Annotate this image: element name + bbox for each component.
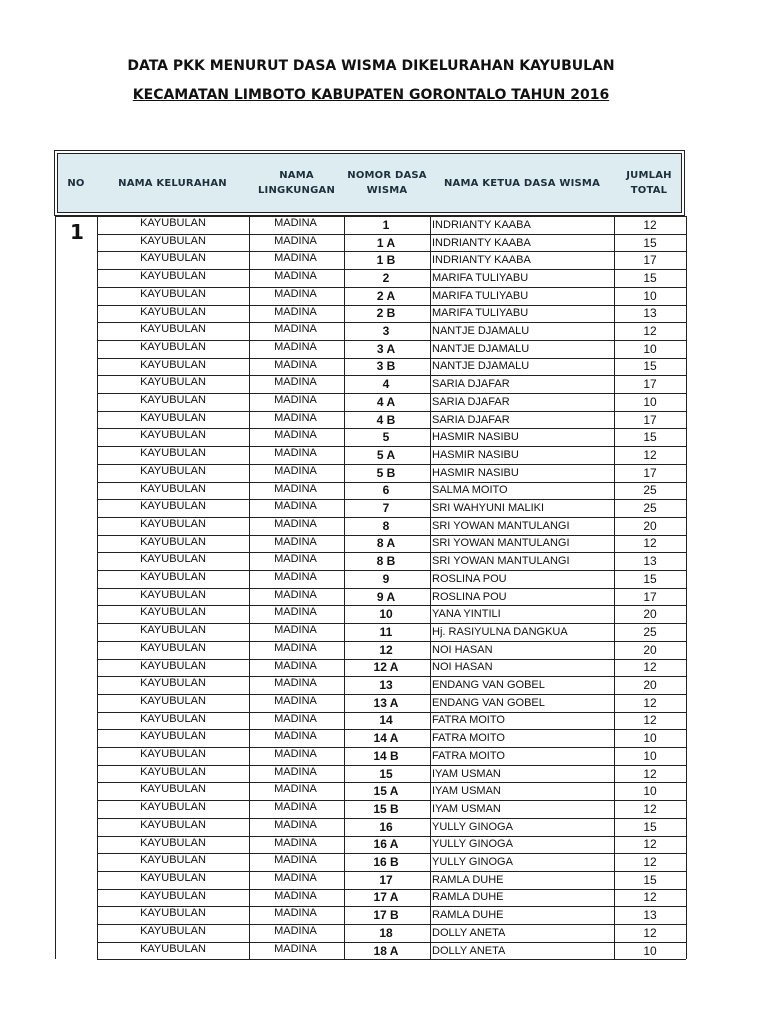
table-row	[98, 411, 686, 429]
table-row	[98, 287, 686, 305]
table-row	[98, 800, 686, 818]
cell-nomor-dasa-wisma: 7	[382, 501, 390, 516]
cell-nama-ketua: MARIFA TULIYABU	[432, 307, 529, 320]
table-row	[98, 889, 686, 907]
cell-nama-ketua: SRI YOWAN MANTULANGI	[432, 537, 570, 550]
cell-nama-kelurahan: KAYUBULAN	[140, 624, 206, 637]
cell-nomor-dasa-wisma: 16 B	[373, 855, 399, 870]
cell-nomor-dasa-wisma: 14 A	[373, 731, 399, 746]
cell-nomor-dasa-wisma: 13	[379, 678, 393, 693]
cell-nama-lingkungan: MADINA	[274, 252, 317, 265]
cell-jumlah-total: 12	[643, 695, 657, 710]
cell-jumlah-total: 17	[643, 412, 657, 427]
cell-nama-lingkungan: MADINA	[274, 818, 317, 831]
cell-nama-lingkungan: MADINA	[274, 553, 317, 566]
cell-nama-kelurahan: KAYUBULAN	[140, 394, 206, 406]
cell-nama-ketua: SARIA DJAFAR	[432, 413, 510, 426]
table-row	[98, 924, 686, 942]
cell-nama-kelurahan: KAYUBULAN	[140, 748, 206, 760]
cell-jumlah-total: 12	[643, 890, 657, 905]
table-row	[98, 694, 686, 712]
cell-nama-ketua: NANTJE DJAMALU	[432, 325, 530, 338]
cell-nomor-dasa-wisma: 13 A	[373, 695, 399, 710]
cell-nama-ketua: MARIFA TULIYABU	[432, 271, 529, 284]
cell-nama-lingkungan: MADINA	[274, 606, 317, 619]
cell-nama-ketua: NOI HASAN	[432, 643, 493, 656]
group-number: 1	[70, 220, 84, 244]
document-subtitle: KECAMATAN LIMBOTO KABUPATEN GORONTALO TAHUN 2016	[132, 87, 610, 103]
cell-jumlah-total: 10	[643, 943, 657, 958]
cell-nama-kelurahan: KAYUBULAN	[140, 429, 206, 442]
table-row	[98, 322, 686, 340]
cell-nama-lingkungan: MADINA	[274, 447, 317, 460]
cell-nama-kelurahan: KAYUBULAN	[140, 889, 206, 902]
cell-nama-lingkungan: MADINA	[274, 748, 317, 760]
cell-jumlah-total: 10	[643, 288, 657, 303]
cell-nama-kelurahan: KAYUBULAN	[140, 447, 206, 460]
cell-nomor-dasa-wisma: 9 A	[376, 589, 396, 604]
cell-jumlah-total: 17	[643, 589, 657, 604]
cell-nama-kelurahan: KAYUBULAN	[140, 925, 206, 937]
cell-nama-kelurahan: KAYUBULAN	[140, 305, 206, 318]
cell-nomor-dasa-wisma: 12 A	[373, 660, 399, 675]
cell-nama-lingkungan: MADINA	[274, 942, 317, 955]
cell-nomor-dasa-wisma: 18 A	[373, 943, 399, 958]
cell-nomor-dasa-wisma: 16	[379, 819, 393, 834]
table-row	[98, 659, 686, 677]
cell-nama-ketua: FATRA MOITO	[432, 732, 505, 745]
table-row	[98, 676, 686, 694]
cell-nama-ketua: FATRA MOITO	[432, 714, 505, 727]
cell-nama-lingkungan: MADINA	[274, 907, 317, 920]
cell-nama-lingkungan: MADINA	[274, 801, 317, 814]
cell-jumlah-total: 12	[643, 324, 657, 339]
cell-nomor-dasa-wisma: 1 B	[376, 253, 396, 268]
cell-nama-kelurahan: KAYUBULAN	[140, 588, 206, 601]
cell-nama-ketua: SRI YOWAN MANTULANGI	[432, 555, 570, 568]
cell-nama-ketua: Hj. RASIYULNA DANGKUA	[432, 625, 568, 638]
cell-nama-lingkungan: MADINA	[274, 376, 317, 389]
cell-jumlah-total: 17	[643, 465, 657, 480]
cell-nama-lingkungan: MADINA	[274, 677, 317, 690]
cell-nama-ketua: IYAM USMAN	[432, 767, 501, 780]
cell-jumlah-total: 15	[643, 430, 657, 445]
cell-nomor-dasa-wisma: 6	[382, 483, 390, 498]
cell-nomor-dasa-wisma: 1	[382, 217, 390, 232]
cell-nama-kelurahan: KAYUBULAN	[140, 712, 206, 725]
cell-nama-ketua: DOLLY ANETA	[432, 926, 506, 939]
cell-nomor-dasa-wisma: 8 A	[376, 536, 396, 551]
cell-nama-ketua: SRI YOWAN MANTULANGI	[432, 519, 570, 532]
cell-jumlah-total: 17	[643, 377, 657, 392]
cell-jumlah-total: 20	[643, 607, 657, 622]
cell-nama-lingkungan: MADINA	[274, 588, 317, 601]
cell-jumlah-total: 15	[643, 270, 657, 285]
cell-nama-kelurahan: KAYUBULAN	[140, 818, 206, 831]
cell-nama-ketua: SARIA DJAFAR	[432, 395, 510, 408]
cell-nama-kelurahan: KAYUBULAN	[140, 606, 206, 619]
cell-nama-kelurahan: KAYUBULAN	[140, 694, 206, 707]
cell-jumlah-total: 12	[643, 660, 657, 675]
cell-nama-kelurahan: KAYUBULAN	[140, 252, 206, 265]
cell-nama-lingkungan: MADINA	[274, 429, 317, 442]
cell-jumlah-total: 12	[643, 447, 657, 462]
cell-jumlah-total: 15	[643, 359, 657, 374]
cell-nama-lingkungan: MADINA	[274, 641, 317, 654]
table-row	[98, 552, 686, 570]
cell-nomor-dasa-wisma: 15 A	[373, 784, 399, 799]
cell-nama-kelurahan: KAYUBULAN	[140, 270, 206, 283]
table-row	[98, 818, 686, 836]
cell-nama-ketua: YANA YINTILI	[432, 608, 501, 621]
cell-jumlah-total: 25	[643, 483, 657, 498]
cell-jumlah-total: 17	[643, 253, 657, 268]
cell-nama-ketua: SRI WAHYUNI MALIKI	[432, 502, 545, 515]
table-row	[98, 464, 686, 482]
cell-nomor-dasa-wisma: 12	[379, 642, 393, 657]
table-row	[98, 269, 686, 287]
table-row	[98, 836, 686, 854]
cell-nomor-dasa-wisma: 3 B	[376, 359, 396, 374]
cell-nama-lingkungan: MADINA	[274, 287, 317, 300]
cell-jumlah-total: 13	[643, 908, 657, 923]
header-nama-ketua: NAMA KETUA DASA WISMA	[443, 177, 601, 189]
header-no: NO	[67, 177, 85, 189]
header-nama-kelurahan: NAMA KELURAHAN	[118, 177, 227, 189]
cell-nama-kelurahan: KAYUBULAN	[140, 730, 206, 743]
cell-nama-kelurahan: KAYUBULAN	[140, 535, 206, 548]
cell-nama-lingkungan: MADINA	[274, 394, 317, 406]
cell-jumlah-total: 25	[643, 624, 657, 639]
cell-nama-kelurahan: KAYUBULAN	[140, 854, 206, 867]
cell-nama-kelurahan: KAYUBULAN	[140, 677, 206, 690]
cell-jumlah-total: 20	[643, 678, 657, 693]
table-row	[98, 305, 686, 323]
cell-nomor-dasa-wisma: 8 B	[376, 554, 396, 569]
table-row	[98, 871, 686, 889]
cell-nama-lingkungan: MADINA	[274, 765, 317, 778]
cell-nama-lingkungan: MADINA	[274, 358, 317, 371]
header-nomor-dasa-wisma: NOMOR DASA WISMA	[347, 170, 427, 196]
cell-nomor-dasa-wisma: 14	[379, 713, 393, 728]
cell-nama-lingkungan: MADINA	[274, 464, 317, 477]
cell-nama-ketua: HASMIR NASIBU	[432, 431, 519, 444]
cell-nama-kelurahan: KAYUBULAN	[140, 801, 206, 814]
cell-nama-ketua: ROSLINA POU	[432, 572, 507, 585]
cell-nama-ketua: RAMLA DUHE	[432, 891, 504, 904]
cell-nomor-dasa-wisma: 1 A	[376, 235, 396, 250]
cell-nama-ketua: IYAM USMAN	[432, 785, 501, 798]
cell-nama-ketua: RAMLA DUHE	[432, 873, 504, 886]
column-divider	[686, 216, 687, 959]
table-row	[98, 216, 686, 234]
cell-nomor-dasa-wisma: 16 A	[373, 837, 399, 852]
cell-jumlah-total: 12	[643, 801, 657, 816]
cell-nomor-dasa-wisma: 10	[379, 607, 393, 622]
cell-nama-lingkungan: MADINA	[274, 854, 317, 867]
cell-nomor-dasa-wisma: 15	[379, 766, 393, 781]
cell-nama-kelurahan: KAYUBULAN	[140, 500, 206, 513]
cell-nama-kelurahan: KAYUBULAN	[140, 234, 206, 247]
table-row	[98, 517, 686, 535]
table-row	[98, 588, 686, 606]
document-title: DATA PKK MENURUT DASA WISMA DIKELURAHAN KAYUBULAN	[127, 58, 615, 74]
cell-nomor-dasa-wisma: 2 A	[376, 288, 396, 303]
cell-jumlah-total: 15	[643, 872, 657, 887]
table-row	[98, 729, 686, 747]
cell-nomor-dasa-wisma: 4 B	[376, 412, 396, 427]
cell-jumlah-total: 10	[643, 784, 657, 799]
table-row	[98, 765, 686, 783]
cell-nama-ketua: YULLY GINOGA	[432, 820, 513, 833]
cell-nama-kelurahan: KAYUBULAN	[140, 659, 206, 672]
table-row	[98, 906, 686, 924]
cell-nama-ketua: NANTJE DJAMALU	[432, 360, 530, 373]
cell-nama-ketua: DOLLY ANETA	[432, 944, 506, 957]
cell-nama-lingkungan: MADINA	[274, 535, 317, 548]
table-row	[98, 446, 686, 464]
table-row	[98, 234, 686, 252]
table-row	[98, 782, 686, 800]
cell-nama-ketua: IYAM USMAN	[432, 802, 501, 815]
cell-nama-ketua: FATRA MOITO	[432, 749, 505, 762]
cell-jumlah-total: 12	[643, 536, 657, 551]
cell-nama-ketua: HASMIR NASIBU	[432, 448, 519, 461]
cell-jumlah-total: 15	[643, 571, 657, 586]
cell-jumlah-total: 10	[643, 731, 657, 746]
cell-nama-ketua: ROSLINA POU	[432, 590, 507, 603]
cell-nama-kelurahan: KAYUBULAN	[140, 765, 206, 778]
table-row	[98, 605, 686, 623]
table-row	[98, 393, 686, 411]
header-nama-lingkungan: NAMA LINGKUNGAN	[257, 170, 336, 196]
cell-nama-kelurahan: KAYUBULAN	[140, 217, 206, 229]
table-row	[98, 358, 686, 376]
cell-nama-lingkungan: MADINA	[274, 411, 317, 424]
cell-jumlah-total: 20	[643, 642, 657, 657]
cell-jumlah-total: 13	[643, 554, 657, 569]
cell-jumlah-total: 13	[643, 306, 657, 321]
cell-jumlah-total: 12	[643, 766, 657, 781]
cell-nomor-dasa-wisma: 18	[379, 925, 393, 940]
table-row	[98, 712, 686, 730]
cell-nama-ketua: ENDANG VAN GOBEL	[432, 679, 545, 692]
cell-nama-lingkungan: MADINA	[274, 234, 317, 247]
cell-nama-ketua: INDRIANTY KAABA	[432, 236, 531, 249]
cell-nama-kelurahan: KAYUBULAN	[140, 358, 206, 371]
table-row	[98, 942, 686, 960]
table-row	[98, 570, 686, 588]
cell-nama-kelurahan: KAYUBULAN	[140, 783, 206, 796]
table-row	[98, 251, 686, 269]
cell-nama-lingkungan: MADINA	[274, 482, 317, 495]
cell-nama-lingkungan: MADINA	[274, 305, 317, 318]
cell-nomor-dasa-wisma: 4	[382, 377, 390, 392]
cell-nama-kelurahan: KAYUBULAN	[140, 323, 206, 336]
cell-jumlah-total: 12	[643, 217, 657, 232]
table-row	[98, 623, 686, 641]
cell-nomor-dasa-wisma: 9	[382, 571, 390, 586]
table-row	[98, 747, 686, 765]
cell-nomor-dasa-wisma: 4 A	[376, 394, 396, 409]
cell-nama-kelurahan: KAYUBULAN	[140, 464, 206, 477]
cell-nomor-dasa-wisma: 15 B	[373, 801, 399, 816]
cell-nama-lingkungan: MADINA	[274, 836, 317, 849]
cell-nama-kelurahan: KAYUBULAN	[140, 411, 206, 424]
cell-nomor-dasa-wisma: 17	[379, 872, 393, 887]
table-row	[98, 641, 686, 659]
cell-nama-lingkungan: MADINA	[274, 500, 317, 513]
cell-nama-kelurahan: KAYUBULAN	[140, 836, 206, 849]
table-row	[98, 340, 686, 358]
cell-jumlah-total: 20	[643, 518, 657, 533]
cell-nomor-dasa-wisma: 17 B	[373, 908, 399, 923]
cell-nama-kelurahan: KAYUBULAN	[140, 871, 206, 884]
cell-nama-ketua: NANTJE DJAMALU	[432, 342, 530, 355]
cell-nama-kelurahan: KAYUBULAN	[140, 907, 206, 920]
cell-jumlah-total: 12	[643, 837, 657, 852]
cell-nomor-dasa-wisma: 2 B	[376, 306, 396, 321]
cell-nama-ketua: YULLY GINOGA	[432, 838, 513, 851]
cell-nama-kelurahan: KAYUBULAN	[140, 340, 206, 353]
cell-nama-lingkungan: MADINA	[274, 889, 317, 902]
cell-nama-lingkungan: MADINA	[274, 517, 317, 530]
cell-jumlah-total: 15	[643, 819, 657, 834]
cell-nama-lingkungan: MADINA	[274, 871, 317, 884]
cell-nomor-dasa-wisma: 8	[382, 518, 390, 533]
cell-nama-ketua: SARIA DJAFAR	[432, 378, 510, 391]
cell-nomor-dasa-wisma: 5 A	[376, 447, 396, 462]
cell-nama-kelurahan: KAYUBULAN	[140, 553, 206, 566]
cell-jumlah-total: 10	[643, 341, 657, 356]
header-jumlah-total: JUMLAH TOTAL	[626, 170, 672, 196]
cell-nama-lingkungan: MADINA	[274, 712, 317, 725]
cell-nama-lingkungan: MADINA	[274, 270, 317, 283]
cell-nama-ketua: ENDANG VAN GOBEL	[432, 696, 545, 709]
cell-nama-lingkungan: MADINA	[274, 340, 317, 353]
table-row	[98, 853, 686, 871]
column-divider	[55, 216, 56, 959]
cell-nomor-dasa-wisma: 2	[382, 270, 390, 285]
cell-nama-ketua: INDRIANTY KAABA	[432, 254, 531, 267]
cell-jumlah-total: 12	[643, 855, 657, 870]
cell-nama-kelurahan: KAYUBULAN	[140, 517, 206, 530]
cell-nomor-dasa-wisma: 5 B	[376, 465, 396, 480]
cell-nama-lingkungan: MADINA	[274, 783, 317, 796]
cell-jumlah-total: 12	[643, 713, 657, 728]
cell-nomor-dasa-wisma: 17 A	[373, 890, 399, 905]
cell-nama-lingkungan: MADINA	[274, 323, 317, 336]
cell-nama-ketua: YULLY GINOGA	[432, 856, 513, 869]
cell-nomor-dasa-wisma: 11	[379, 624, 393, 639]
cell-nama-kelurahan: KAYUBULAN	[140, 482, 206, 495]
cell-nama-kelurahan: KAYUBULAN	[140, 942, 206, 955]
cell-nama-kelurahan: KAYUBULAN	[140, 571, 206, 583]
cell-nama-ketua: HASMIR NASIBU	[432, 466, 519, 479]
table-row	[98, 499, 686, 517]
cell-nama-lingkungan: MADINA	[274, 659, 317, 672]
cell-nama-ketua: MARIFA TULIYABU	[432, 289, 529, 302]
cell-jumlah-total: 10	[643, 394, 657, 409]
cell-nama-lingkungan: MADINA	[274, 217, 317, 229]
cell-jumlah-total: 15	[643, 235, 657, 250]
cell-jumlah-total: 12	[643, 925, 657, 940]
cell-nama-lingkungan: MADINA	[274, 571, 317, 583]
table-row	[98, 482, 686, 500]
cell-nomor-dasa-wisma: 5	[382, 430, 390, 445]
table-row	[98, 428, 686, 446]
cell-nama-kelurahan: KAYUBULAN	[140, 376, 206, 389]
cell-nomor-dasa-wisma: 3	[382, 324, 390, 339]
cell-nama-lingkungan: MADINA	[274, 925, 317, 937]
cell-nama-ketua: SALMA MOITO	[432, 484, 508, 497]
cell-nama-kelurahan: KAYUBULAN	[140, 287, 206, 300]
table-row	[98, 535, 686, 553]
cell-jumlah-total: 10	[643, 748, 657, 763]
cell-nomor-dasa-wisma: 14 B	[373, 748, 399, 763]
cell-nama-ketua: INDRIANTY KAABA	[432, 218, 531, 231]
cell-jumlah-total: 25	[643, 501, 657, 516]
cell-nama-kelurahan: KAYUBULAN	[140, 641, 206, 654]
cell-nama-lingkungan: MADINA	[274, 730, 317, 743]
cell-nomor-dasa-wisma: 3 A	[376, 341, 396, 356]
table-row	[98, 375, 686, 393]
cell-nama-ketua: RAMLA DUHE	[432, 909, 504, 922]
cell-nama-ketua: NOI HASAN	[432, 661, 493, 674]
cell-nama-lingkungan: MADINA	[274, 624, 317, 637]
cell-nama-lingkungan: MADINA	[274, 694, 317, 707]
